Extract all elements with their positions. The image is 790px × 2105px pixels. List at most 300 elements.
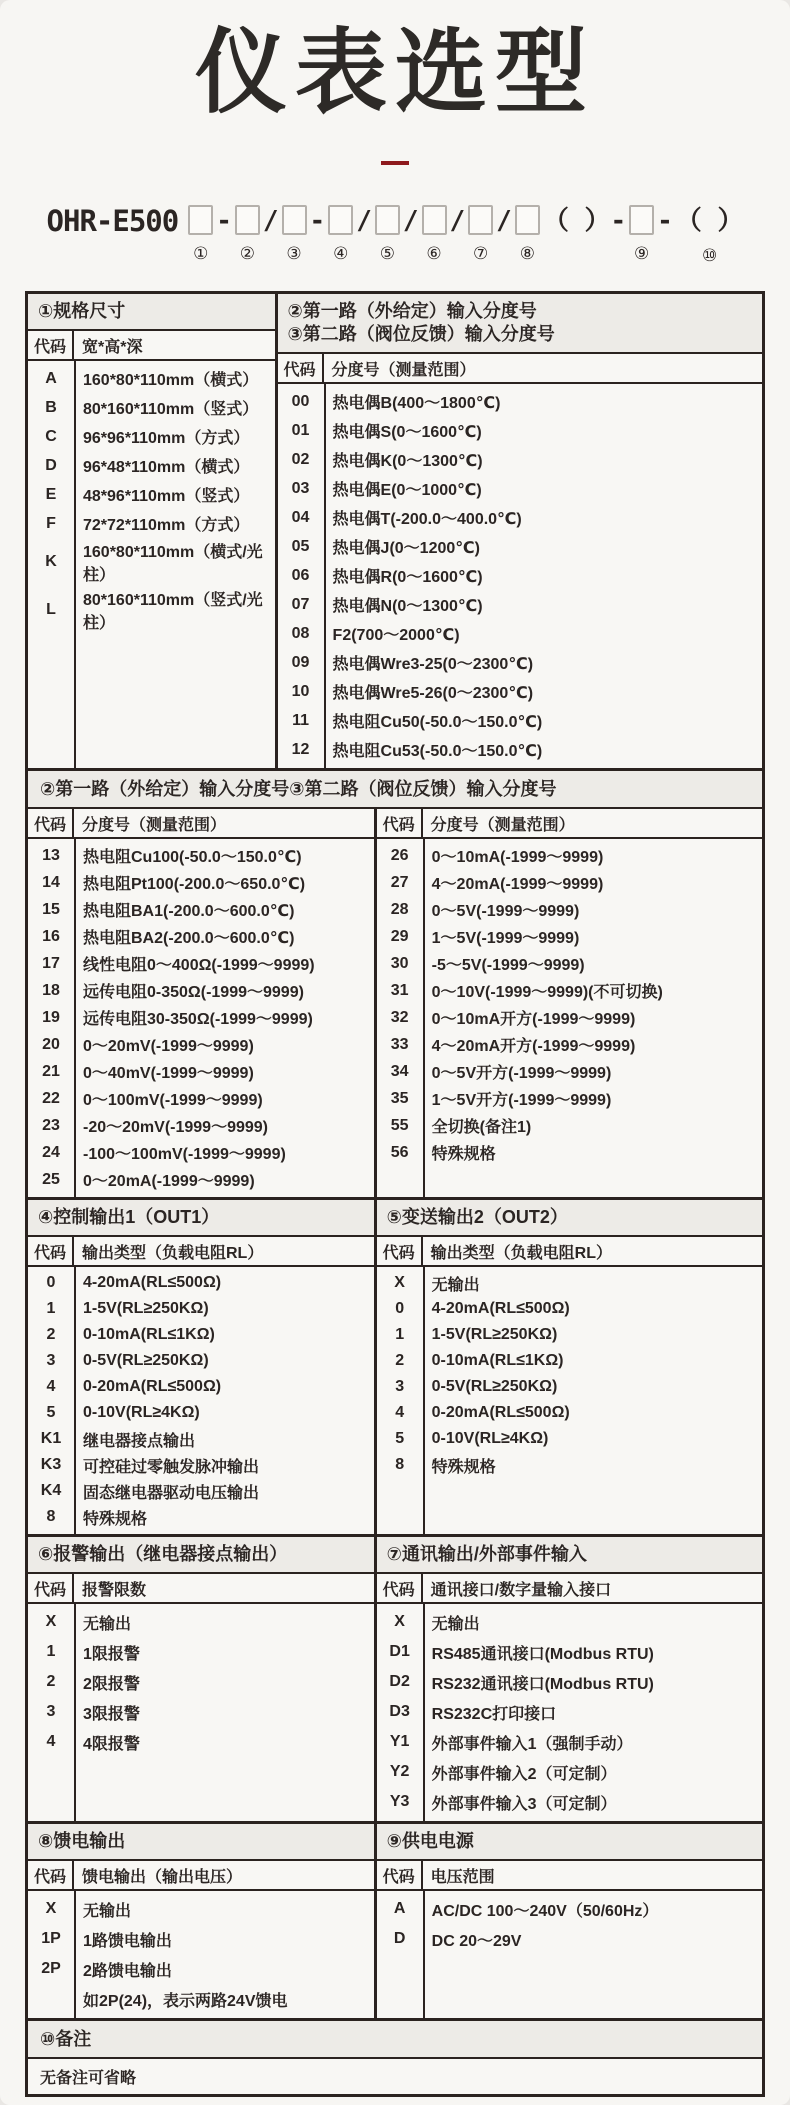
desc-cell: 48*96*110mm（竖式） bbox=[83, 488, 250, 506]
position-label: ③ bbox=[286, 244, 302, 264]
desc-cell: 热电阻Pt100(-200.0～650.0℃) bbox=[83, 876, 306, 894]
desc-cell: 线性电阻0～400Ω(-1999～9999) bbox=[83, 957, 315, 975]
code-cell: 26 bbox=[390, 846, 409, 864]
position-label: ① bbox=[193, 244, 209, 264]
code-cell: 0 bbox=[46, 1274, 56, 1292]
desc-cell: 0-10V(RL≥4KΩ) bbox=[431, 1430, 549, 1448]
section-header-line: ⑤变送输出2（OUT2） bbox=[386, 1207, 568, 1228]
model-code-line bbox=[0, 205, 790, 267]
code-cell: 4 bbox=[395, 1404, 405, 1422]
code-cell: 3 bbox=[46, 1352, 56, 1370]
table-row bbox=[28, 1085, 374, 1112]
desc-cell: 4～20mA开方(-1999～9999) bbox=[431, 1038, 636, 1056]
desc-cell: 0～40mV(-1999～9999) bbox=[83, 1065, 254, 1083]
model-separator-group bbox=[216, 205, 232, 267]
table-row bbox=[28, 1452, 374, 1478]
spec-table bbox=[28, 1824, 377, 2018]
desc-cell: 0～5V(-1999～9999) bbox=[431, 903, 580, 921]
section-columns bbox=[28, 1824, 762, 2018]
section-4 bbox=[28, 1534, 762, 1821]
model-position bbox=[188, 205, 213, 265]
table-row bbox=[28, 1504, 374, 1530]
column-header-desc: 分度号（测量范围） bbox=[430, 816, 575, 834]
code-cell: 04 bbox=[291, 508, 310, 526]
table-body bbox=[377, 1267, 762, 1534]
desc-cell: 无输出 bbox=[431, 1276, 480, 1294]
spec-table bbox=[377, 809, 762, 1197]
table-row bbox=[278, 677, 762, 706]
code-cell: D1 bbox=[389, 1643, 410, 1661]
table-row bbox=[28, 1112, 374, 1139]
code-cell: 29 bbox=[390, 927, 409, 945]
column-header-code: 代码 bbox=[28, 1574, 74, 1602]
column-header-code: 代码 bbox=[278, 354, 324, 382]
table-row bbox=[28, 364, 275, 393]
table-row bbox=[377, 950, 762, 977]
table-row bbox=[28, 1924, 374, 1954]
code-cell: K4 bbox=[40, 1482, 62, 1500]
desc-cell: 热电偶R(0～1600℃) bbox=[332, 569, 483, 587]
table-row bbox=[377, 923, 762, 950]
section-header-line: ①规格尺寸 bbox=[38, 301, 126, 322]
selection-table bbox=[25, 291, 765, 2097]
column-header-row bbox=[28, 331, 275, 361]
model-separator: / bbox=[496, 206, 512, 237]
desc-cell: 0～10mA(-1999～9999) bbox=[431, 849, 604, 867]
section-header-line: ⑧馈电输出 bbox=[38, 1831, 126, 1852]
desc-cell: 热电偶S(0～1600℃) bbox=[332, 424, 482, 442]
table-row bbox=[28, 1004, 374, 1031]
code-cell: 2 bbox=[46, 1673, 56, 1691]
column-header-code: 代码 bbox=[377, 1574, 423, 1602]
code-cell: 19 bbox=[42, 1008, 60, 1026]
desc-cell: 0～10mA开方(-1999～9999) bbox=[431, 1011, 636, 1029]
code-cell: 1P bbox=[41, 1930, 61, 1948]
column-header-row bbox=[28, 809, 374, 839]
spec-table bbox=[28, 1537, 377, 1821]
code-cell: K bbox=[45, 553, 57, 571]
section-header bbox=[28, 1824, 374, 1861]
desc-cell: -100～100mV(-1999～9999) bbox=[83, 1146, 286, 1164]
desc-cell: 热电偶Wre3-25(0～2300℃) bbox=[332, 656, 534, 674]
section-columns bbox=[28, 809, 762, 1197]
table-row bbox=[377, 1607, 762, 1637]
table-row bbox=[28, 923, 374, 950]
table-body bbox=[377, 1604, 762, 1821]
code-cell: 55 bbox=[390, 1116, 409, 1134]
code-cell: 3 bbox=[395, 1378, 405, 1396]
desc-cell: 热电阻Cu50(-50.0～150.0℃) bbox=[332, 714, 543, 732]
section-5 bbox=[28, 1821, 762, 2018]
code-cell: 03 bbox=[291, 479, 310, 497]
desc-cell: F2(700～2000℃) bbox=[332, 627, 460, 645]
desc-cell: 热电偶J(0～1200℃) bbox=[332, 540, 480, 558]
position-label: ⑧ bbox=[519, 244, 535, 264]
model-prefix: OHR-E500 bbox=[46, 204, 179, 239]
section-6 bbox=[28, 2018, 762, 2094]
table-row bbox=[377, 1085, 762, 1112]
page-title: 仪表选型 bbox=[194, 22, 595, 124]
table-row bbox=[377, 1452, 762, 1478]
code-cell: F bbox=[46, 514, 56, 532]
section-header bbox=[28, 1537, 374, 1574]
code-cell: D2 bbox=[389, 1673, 410, 1691]
table-row bbox=[377, 896, 762, 923]
table-row bbox=[377, 1139, 762, 1166]
section-banner: ②第一路（外给定）输入分度号③第二路（阀位反馈）输入分度号 bbox=[28, 771, 762, 809]
position-label: ⑤ bbox=[379, 244, 395, 264]
desc-cell: 远传电阻0-350Ω(-1999～9999) bbox=[83, 984, 304, 1002]
model-position bbox=[235, 205, 260, 265]
spec-table bbox=[28, 1200, 377, 1534]
table-row bbox=[377, 1348, 762, 1374]
code-cell: 09 bbox=[291, 653, 310, 671]
table-row bbox=[377, 1787, 762, 1817]
desc-cell: 热电阻BA2(-200.0～600.0℃) bbox=[83, 930, 295, 948]
column-header-code: 代码 bbox=[377, 1861, 423, 1889]
desc-cell: AC/DC 100～240V（50/60Hz） bbox=[431, 1902, 659, 1920]
section-header bbox=[377, 1200, 762, 1237]
code-cell: 21 bbox=[42, 1062, 60, 1080]
column-header-code: 代码 bbox=[28, 1237, 74, 1265]
desc-cell: 热电偶B(400～1800℃) bbox=[332, 395, 501, 413]
desc-cell: 特殊规格 bbox=[431, 1146, 496, 1164]
section-header-line: ④控制输出1（OUT1） bbox=[38, 1207, 220, 1228]
desc-cell: 0～20mA(-1999～9999) bbox=[83, 1173, 255, 1191]
table-row bbox=[377, 1757, 762, 1787]
table-row bbox=[377, 1727, 762, 1757]
column-header-row bbox=[28, 1861, 374, 1891]
column-header-desc: 输出类型（负载电阻RL） bbox=[430, 1244, 612, 1262]
table-row bbox=[377, 1031, 762, 1058]
desc-cell: 72*72*110mm（方式） bbox=[83, 517, 250, 535]
table-body bbox=[377, 839, 762, 1197]
desc-cell: 远传电阻30-350Ω(-1999～9999) bbox=[83, 1011, 313, 1029]
code-cell: 08 bbox=[291, 624, 310, 642]
model-position bbox=[515, 205, 540, 265]
section-2 bbox=[28, 768, 762, 1197]
table-row bbox=[377, 1426, 762, 1452]
table-row bbox=[377, 1112, 762, 1139]
code-cell: D bbox=[45, 456, 57, 474]
code-cell: 2P bbox=[41, 1960, 61, 1978]
desc-cell: 外部事件输入1（强制手动） bbox=[431, 1735, 633, 1753]
table-row bbox=[278, 706, 762, 735]
section-columns bbox=[28, 1200, 762, 1534]
desc-cell: 80*160*110mm（竖式） bbox=[83, 401, 259, 419]
column-header-desc: 分度号（测量范围） bbox=[82, 816, 227, 834]
table-row bbox=[28, 1697, 374, 1727]
table-body bbox=[377, 1891, 762, 2018]
desc-cell: 4-20mA(RL≤500Ω) bbox=[83, 1274, 222, 1292]
column-header-desc: 馈电输出（输出电压） bbox=[82, 1868, 243, 1886]
code-cell: 30 bbox=[390, 954, 409, 972]
model-separator: / bbox=[262, 206, 279, 237]
code-cell: 07 bbox=[291, 595, 310, 613]
table-row bbox=[28, 1637, 374, 1667]
code-cell: 1 bbox=[46, 1643, 56, 1661]
column-header-code: 代码 bbox=[377, 1237, 423, 1265]
column-header-desc: 输出类型（负载电阻RL） bbox=[82, 1244, 264, 1262]
desc-cell: 全切换(备注1) bbox=[431, 1119, 532, 1137]
code-cell: 8 bbox=[395, 1456, 405, 1474]
code-cell: 35 bbox=[390, 1089, 409, 1107]
code-cell: 14 bbox=[42, 873, 60, 891]
model-separator: - bbox=[216, 206, 232, 237]
desc-cell: 热电阻Cu53(-50.0～150.0℃) bbox=[332, 743, 543, 761]
table-row bbox=[377, 1400, 762, 1426]
desc-cell: 0-20mA(RL≤500Ω) bbox=[431, 1404, 570, 1422]
table-row bbox=[278, 387, 762, 416]
model-position bbox=[328, 205, 353, 265]
table-row bbox=[278, 619, 762, 648]
table-row bbox=[377, 1374, 762, 1400]
table-row bbox=[28, 1322, 374, 1348]
model-box bbox=[468, 205, 493, 235]
desc-cell: 1～5V开方(-1999～9999) bbox=[431, 1092, 612, 1110]
table-row bbox=[28, 1607, 374, 1637]
code-cell: 18 bbox=[42, 981, 60, 999]
spec-table bbox=[377, 1537, 762, 1821]
table-body bbox=[28, 361, 275, 768]
code-cell: 11 bbox=[292, 711, 309, 729]
column-header-desc: 通讯接口/数字量输入接口 bbox=[430, 1581, 612, 1599]
model-separator-group bbox=[310, 205, 326, 267]
desc-cell: 热电偶E(0～1000℃) bbox=[332, 482, 482, 500]
desc-cell: 160*80*110mm（横式） bbox=[83, 372, 259, 390]
code-cell: Y1 bbox=[389, 1733, 410, 1751]
model-box bbox=[375, 205, 400, 235]
code-cell: 1 bbox=[395, 1326, 405, 1344]
position-label: ⑩ bbox=[702, 246, 718, 266]
column-header-code: 代码 bbox=[377, 809, 423, 837]
model-separator-group bbox=[403, 205, 419, 267]
code-cell: 31 bbox=[390, 981, 409, 999]
model-separator-group bbox=[356, 205, 372, 267]
code-cell: 00 bbox=[291, 392, 310, 410]
code-cell: B bbox=[45, 398, 57, 416]
section-3 bbox=[28, 1197, 762, 1534]
code-cell: A bbox=[393, 1900, 406, 1918]
table-row bbox=[28, 842, 374, 869]
table-row bbox=[377, 1637, 762, 1667]
table-row bbox=[377, 1322, 762, 1348]
model-separator-group bbox=[543, 205, 626, 267]
table-row bbox=[28, 1374, 374, 1400]
table-row bbox=[278, 474, 762, 503]
desc-cell: 0-5V(RL≥250KΩ) bbox=[431, 1378, 558, 1396]
code-cell: D bbox=[393, 1930, 406, 1948]
desc-cell: 2限报警 bbox=[83, 1675, 140, 1693]
table-row bbox=[377, 1667, 762, 1697]
desc-cell: 如2P(24)，表示两路24V馈电 bbox=[83, 1992, 288, 2010]
desc-cell: 1-5V(RL≥250KΩ) bbox=[431, 1326, 558, 1344]
table-row bbox=[28, 480, 275, 509]
desc-cell: 可控硅过零触发脉冲输出 bbox=[83, 1458, 260, 1476]
code-cell: 1 bbox=[46, 1300, 56, 1318]
desc-cell: RS232C打印接口 bbox=[431, 1705, 557, 1723]
column-header-row bbox=[377, 1861, 762, 1891]
model-position bbox=[468, 205, 493, 265]
model-position bbox=[375, 205, 400, 265]
desc-cell: 4限报警 bbox=[83, 1735, 140, 1753]
code-cell: 25 bbox=[42, 1170, 60, 1188]
code-cell: 2 bbox=[395, 1352, 405, 1370]
desc-cell: 0～5V开方(-1999～9999) bbox=[431, 1065, 612, 1083]
table-row bbox=[278, 735, 762, 764]
section-columns bbox=[28, 294, 762, 768]
desc-cell: 0～20mV(-1999～9999) bbox=[83, 1038, 254, 1056]
table-body bbox=[278, 384, 762, 768]
table-row bbox=[278, 445, 762, 474]
desc-cell: 热电偶Wre5-26(0～2300℃) bbox=[332, 685, 534, 703]
code-cell: 02 bbox=[291, 450, 310, 468]
model-position bbox=[282, 205, 307, 265]
model-separator-group bbox=[450, 205, 466, 267]
model-box bbox=[188, 205, 213, 235]
desc-cell: 固态继电器驱动电压输出 bbox=[83, 1484, 260, 1502]
code-cell: X bbox=[394, 1613, 405, 1631]
desc-cell: 80*160*110mm（竖式/光柱） bbox=[83, 592, 263, 633]
table-row bbox=[377, 869, 762, 896]
table-row bbox=[278, 590, 762, 619]
code-cell: 4 bbox=[46, 1378, 56, 1396]
desc-cell: 热电偶N(0～1300℃) bbox=[332, 598, 483, 616]
table-row bbox=[28, 1348, 374, 1374]
code-cell: X bbox=[394, 1274, 405, 1292]
section-header-line: ③第二路（阀位反馈）输入分度号 bbox=[287, 324, 555, 345]
code-cell: L bbox=[46, 601, 56, 619]
desc-cell: 1路馈电输出 bbox=[83, 1932, 172, 1950]
desc-cell: 0-10mA(RL≤1KΩ) bbox=[431, 1352, 564, 1370]
section-header-line: ⑦通讯输出/外部事件输入 bbox=[386, 1544, 587, 1565]
section-header-line: ⑥报警输出（继电器接点输出） bbox=[38, 1544, 288, 1565]
code-cell: A bbox=[45, 369, 57, 387]
table-row bbox=[377, 842, 762, 869]
section-header bbox=[278, 294, 762, 354]
table-row bbox=[377, 1924, 762, 1954]
code-cell: 5 bbox=[395, 1430, 405, 1448]
desc-cell: 无输出 bbox=[83, 1615, 132, 1633]
table-row bbox=[377, 1894, 762, 1924]
model-separator: - bbox=[657, 206, 673, 237]
column-header-code: 代码 bbox=[28, 1861, 74, 1889]
model-separator-group bbox=[263, 205, 279, 267]
desc-cell: 特殊规格 bbox=[431, 1458, 496, 1476]
column-header-desc: 分度号（测量范围） bbox=[331, 361, 476, 379]
model-box bbox=[422, 205, 447, 235]
code-cell: 12 bbox=[291, 740, 310, 758]
model-separator: - bbox=[309, 206, 326, 237]
desc-cell: 0-10mA(RL≤1KΩ) bbox=[83, 1326, 215, 1344]
table-row bbox=[28, 1426, 374, 1452]
table-body bbox=[28, 1891, 374, 2018]
table-row bbox=[377, 1004, 762, 1031]
code-cell: Y3 bbox=[389, 1793, 410, 1811]
column-header-code: 代码 bbox=[28, 809, 74, 837]
code-cell: 10 bbox=[291, 682, 310, 700]
desc-cell: RS232通讯接口(Modbus RTU) bbox=[431, 1675, 654, 1693]
table-row bbox=[28, 422, 275, 451]
desc-cell: 1-5V(RL≥250KΩ) bbox=[83, 1300, 209, 1318]
desc-cell: -20～20mV(-1999～9999) bbox=[83, 1119, 268, 1137]
table-row bbox=[28, 1296, 374, 1322]
code-cell: 13 bbox=[42, 846, 60, 864]
code-cell: 27 bbox=[390, 873, 409, 891]
table-row bbox=[28, 509, 275, 538]
position-label: ⑥ bbox=[426, 244, 442, 264]
table-body bbox=[28, 839, 374, 1197]
spec-table bbox=[278, 294, 762, 768]
desc-cell: 热电偶T(-200.0～400.0℃) bbox=[332, 511, 522, 529]
table-row bbox=[28, 538, 275, 586]
code-cell: 8 bbox=[46, 1508, 56, 1526]
desc-cell: 1限报警 bbox=[83, 1645, 140, 1663]
desc-cell: 0～100mV(-1999～9999) bbox=[83, 1092, 263, 1110]
table-row bbox=[377, 1697, 762, 1727]
desc-cell: 4～20mA(-1999～9999) bbox=[431, 876, 604, 894]
spec-table bbox=[377, 1824, 762, 2018]
desc-cell: 4-20mA(RL≤500Ω) bbox=[431, 1300, 570, 1318]
table-row bbox=[278, 416, 762, 445]
desc-cell: 0～10V(-1999～9999)(不可切换) bbox=[431, 984, 663, 1002]
column-header-row bbox=[28, 1574, 374, 1604]
position-label: ④ bbox=[333, 244, 349, 264]
desc-cell: 0-20mA(RL≤500Ω) bbox=[83, 1378, 222, 1396]
model-box bbox=[629, 205, 654, 235]
desc-cell: 继电器接点输出 bbox=[83, 1432, 196, 1450]
code-cell: 06 bbox=[291, 566, 310, 584]
column-header-desc: 报警限数 bbox=[82, 1581, 147, 1599]
code-cell: 17 bbox=[42, 954, 60, 972]
table-row bbox=[377, 1058, 762, 1085]
table-row bbox=[28, 977, 374, 1004]
model-position bbox=[422, 205, 447, 265]
position-label: ⑨ bbox=[634, 244, 650, 264]
code-cell: X bbox=[45, 1900, 57, 1918]
code-cell: C bbox=[45, 427, 57, 445]
code-cell: 16 bbox=[42, 927, 60, 945]
table-row bbox=[28, 1139, 374, 1166]
column-header-row bbox=[377, 1237, 762, 1267]
spec-table bbox=[28, 809, 377, 1197]
column-header-desc: 电压范围 bbox=[430, 1868, 495, 1886]
desc-cell: 3限报警 bbox=[83, 1705, 140, 1723]
desc-cell: 96*48*110mm（横式） bbox=[83, 459, 250, 477]
code-cell: 5 bbox=[46, 1404, 56, 1422]
table-row bbox=[28, 1400, 374, 1426]
code-cell: X bbox=[45, 1613, 57, 1631]
section-header bbox=[377, 1824, 762, 1861]
desc-cell: DC 20～29V bbox=[431, 1932, 522, 1950]
column-header-row bbox=[377, 1574, 762, 1604]
table-row bbox=[28, 1667, 374, 1697]
table-row bbox=[278, 503, 762, 532]
desc-cell: 0-10V(RL≥4KΩ) bbox=[83, 1404, 200, 1422]
desc-cell: 160*80*110mm（横式/光柱） bbox=[83, 544, 263, 585]
column-header-code: 代码 bbox=[28, 331, 74, 359]
model-separator: / bbox=[402, 206, 419, 237]
desc-cell: RS485通讯接口(Modbus RTU) bbox=[431, 1645, 654, 1663]
model-box bbox=[515, 205, 540, 235]
code-cell: 28 bbox=[390, 900, 409, 918]
code-cell: 01 bbox=[291, 421, 310, 439]
code-cell: 23 bbox=[42, 1116, 60, 1134]
desc-cell: 无输出 bbox=[431, 1615, 480, 1633]
table-row bbox=[28, 1954, 374, 1984]
table-row bbox=[28, 393, 275, 422]
section-columns bbox=[28, 1537, 762, 1821]
